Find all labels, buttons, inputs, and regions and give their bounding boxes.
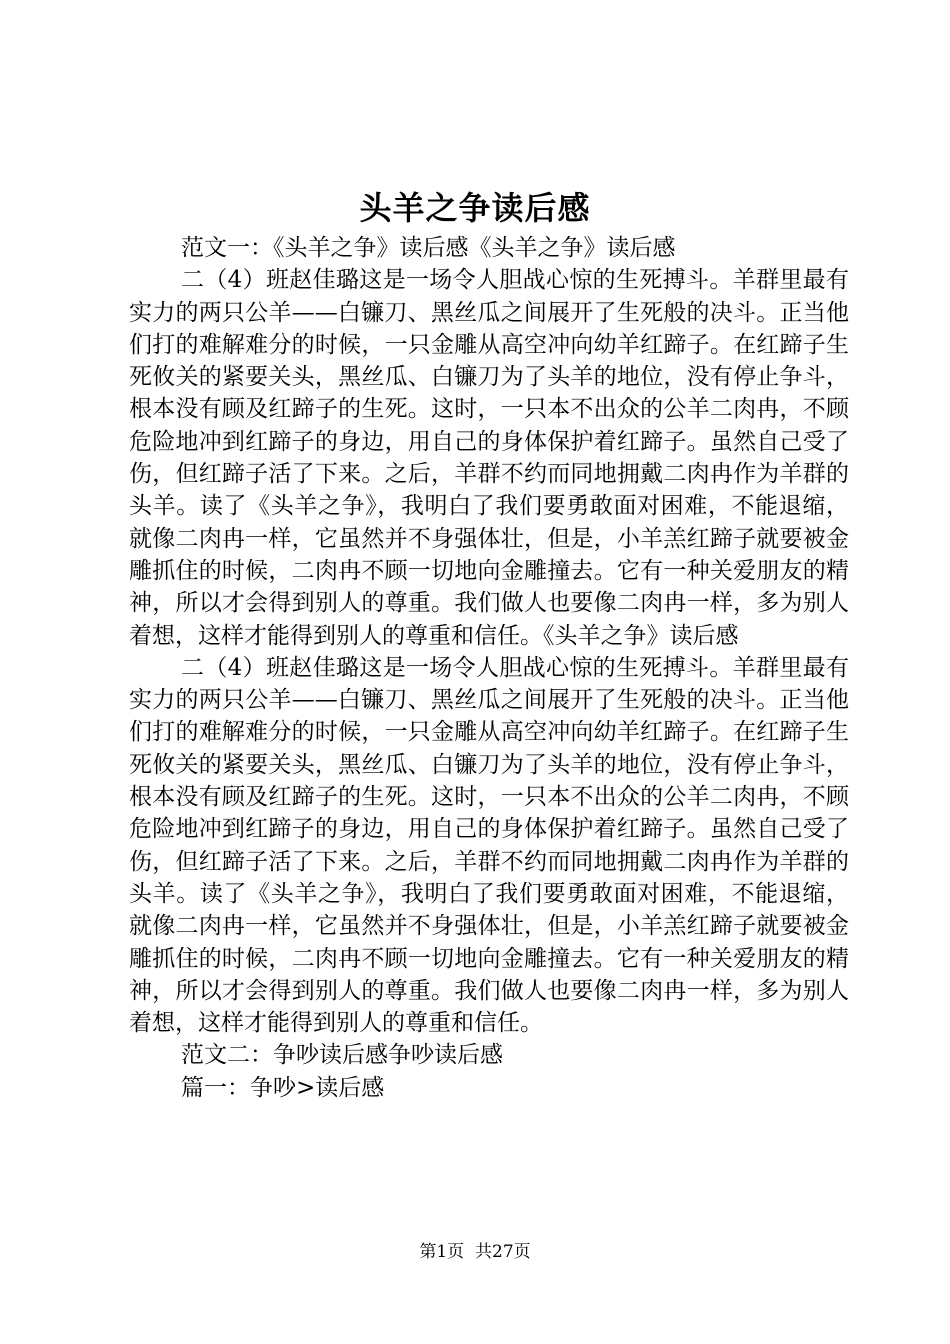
paragraph-heading-part-one: 篇一：争吵>读后感 <box>181 1074 385 1101</box>
paragraph-heading-sample-one: 范文一：《头羊之争》读后感《头羊之争》读后感 <box>181 235 676 261</box>
paragraph-essay-second: 二（4）班赵佳璐这是一场令人胆战心惊的生死搏斗。羊群里最有实力的两只公羊——白镰刀、黑丝瓜之间展开了生死般的决斗。正当他们打的难解难分的时候，一只金雕从高空冲向幼羊红蹄子。在红蹄子生死攸关的紧要关头，黑丝瓜、白镰刀为了头羊的地位，没有停止争斗，根本没有顾及红蹄子的生死。这时，一只本不出众的公羊二肉冉，不顾危险地冲到红蹄子的身边，用自己的身体保护着红蹄子。虽然自己受了伤，但红蹄子活了下来。之后，羊群不约而同地拥戴二肉冉作为羊群的头羊。读了《头羊之争》，我明白了我们要勇敢面对困难，不能退缩，就像二肉冉一样，它虽然并不身强体壮，但是，小羊羔红蹄子就要被金雕抓住的时候，二肉冉不顾一切地向金雕撞去。它有一种关爱朋友的精神，所以才会得到别人的尊重。我们做人也要像二肉冉一样，多为别人着想，这样才能得到别人的尊重和信任。 <box>129 654 849 1037</box>
paragraph-essay-first: 二（4）班赵佳璐这是一场令人胆战心惊的生死搏斗。羊群里最有实力的两只公羊——白镰刀、黑丝瓜之间展开了生死般的决斗。正当他们打的难解难分的时候，一只金雕从高空冲向幼羊红蹄子。在红蹄子生死攸关的紧要关头，黑丝瓜、白镰刀为了头羊的地位，没有停止争斗，根本没有顾及红蹄子的生死。这时，一只本不出众的公羊二肉冉，不顾危险地冲到红蹄子的身边，用自己的身体保护着红蹄子。虽然自己受了伤，但红蹄子活了下来。之后，羊群不约而同地拥戴二肉冉作为羊群的头羊。读了《头羊之争》，我明白了我们要勇敢面对困难，不能退缩，就像二肉冉一样，它虽然并不身强体壮，但是，小羊羔红蹄子就要被金雕抓住的时候，二肉冉不顾一切地向金雕撞去。它有一种关爱朋友的精神，所以才会得到别人的尊重。我们做人也要像二肉冉一样，多为别人着想，这样才能得到别人的尊重和信任。《头羊之争》读后感 <box>129 267 849 649</box>
paragraph-heading-sample-two: 范文二：争吵读后感争吵读后感 <box>181 1042 503 1069</box>
page-footer <box>0 1240 950 1264</box>
page-number: 第1页 <box>419 1242 465 1262</box>
document-body <box>129 232 849 1104</box>
footer-spacer <box>464 1242 475 1262</box>
document-title: 头羊之争读后感 <box>359 189 591 227</box>
page-total: 共27页 <box>475 1242 531 1262</box>
